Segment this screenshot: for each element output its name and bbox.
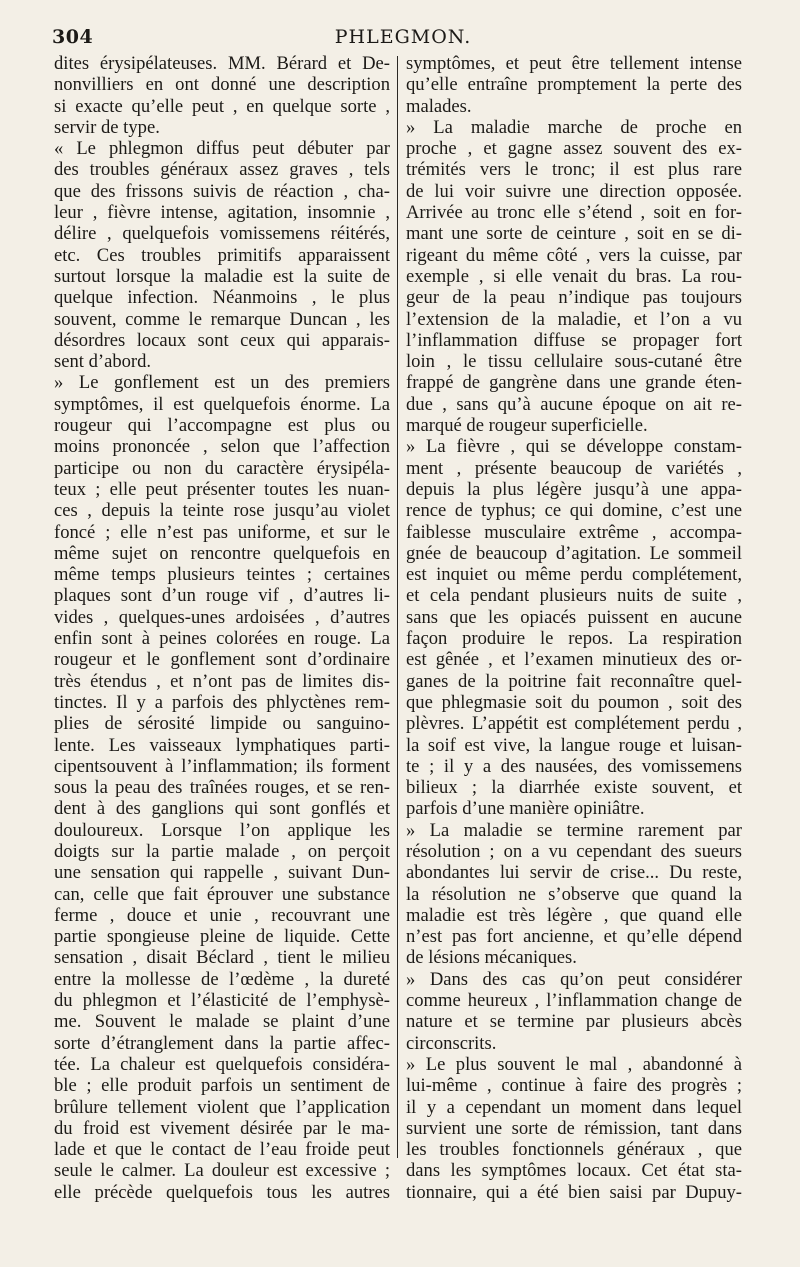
text-line: rougeur et le gonflement sont d’ordinaire [54, 649, 390, 671]
text-line: lente. Les vaisseaux lymphatiques parti- [54, 734, 390, 756]
text-line: que phlegmasie soit du poumon , soit des [406, 691, 742, 713]
text-line: rence de typhus; ce qui domine, c’est une [406, 500, 742, 522]
text-line: moins prononcée , selon que l’affection [54, 436, 390, 458]
text-line: nature et se termine par plusieurs abcès [406, 1011, 742, 1033]
text-line: foncé ; elle n’est pas uniforme, et sur le [54, 521, 390, 543]
text-line: il y a cependant un moment dans lequel [406, 1096, 742, 1118]
text-line: » Le gonflement est un des premiers [54, 372, 390, 394]
text-line: doigts sur la partie malade , on perçoit [54, 840, 390, 862]
text-line: can, celle que fait éprouver une substance [54, 883, 390, 905]
left-text-column [54, 53, 390, 1203]
text-line: Arrivée au tronc elle s’étend , soit en for- [406, 202, 742, 224]
text-line: de lésions mécaniques. [406, 947, 577, 969]
text-line: participe ou non du caractère érysipéla- [54, 457, 390, 479]
text-line: tionnaire, qui a été bien saisi par Dupuy- [406, 1181, 742, 1203]
text-line: proche , et gagne assez souvent des ex- [406, 138, 742, 160]
right-text-column [406, 53, 742, 1203]
text-line: etc. Ces troubles primitifs apparaissent [54, 244, 390, 266]
text-line: gnée de beaucoup d’agitation. Le sommeil [406, 542, 742, 564]
text-line: du phlegmon et l’élasticité de l’emphysè- [54, 990, 390, 1012]
text-line: leur , fièvre intense, agitation, insomnie , [54, 202, 390, 224]
text-line: » La maladie se termine rarement par [406, 819, 742, 841]
text-line: les troubles fonctionnels généraux , que [406, 1139, 742, 1161]
text-line: rougeur qui l’accompagne est plus ou [54, 415, 390, 437]
text-line: souvent, comme le remarque Duncan , les [54, 308, 390, 330]
text-line: geur de la peau n’indique pas toujours [406, 287, 742, 309]
text-line: seule le calmer. La douleur est excessive ; [54, 1160, 390, 1182]
text-line: l’inflammation diffuse se propager fort [406, 329, 742, 351]
text-line: ces , depuis la teinte rose jusqu’au violet [54, 500, 390, 522]
text-line: depuis la plus légère jusqu’à une appa- [406, 478, 742, 500]
text-line: quelque infection. Néanmoins , le plus [54, 287, 390, 309]
text-line: est inquiet ou même perdu complétement, [406, 564, 742, 586]
text-line: symptômes, il est quelquefois énorme. La [54, 393, 390, 415]
text-line: bilieux ; la diarrhée existe souvent, et [406, 777, 742, 799]
text-line: surtout lorsque la maladie est la suite de [54, 265, 390, 287]
text-line: une sensation qui rappelle , suivant Dun- [54, 862, 390, 884]
text-line: « Le phlegmon diffus peut débuter par [54, 138, 390, 160]
text-line: sent d’abord. [54, 351, 152, 373]
text-line: ble ; elle produit parfois un sentiment de [54, 1075, 390, 1097]
text-line: sans que les opiacés puissent en aucune [406, 606, 742, 628]
text-line: n’est pas fort ancienne, et qu’elle dépend [406, 926, 742, 948]
text-line: malades. [406, 95, 472, 117]
text-line: faiblesse musculaire extrême , accompa- [406, 521, 742, 543]
text-line: très étendus , et n’ont pas de limites dis- [54, 670, 390, 692]
text-line: » Le plus souvent le mal , abandonné à [406, 1053, 742, 1075]
running-title: PHLEGMON. [334, 26, 472, 48]
text-line: la résolution ne s’observe que quand la [406, 883, 742, 905]
text-line: dites érysipélateuses. MM. Bérard et De- [54, 53, 390, 74]
text-line: la soif est vive, la langue rouge et luisan- [406, 734, 742, 756]
text-line: nonvilliers en ont donné une description [54, 74, 390, 96]
text-line: ment , présente beaucoup de variétés , [406, 457, 742, 479]
text-line: des troubles généraux assez graves , tels [54, 159, 390, 181]
text-line: de lui voir suivre une direction opposée. [406, 180, 742, 202]
text-line: sous la peau des traînées rouges, et se ren- [54, 777, 390, 799]
text-line: circonscrits. [406, 1032, 497, 1054]
text-line: elle précède quelquefois tous les autres [54, 1181, 390, 1203]
text-line: loin , le tissu cellulaire sous-cutané être [406, 351, 742, 373]
text-line: plaques sont d’un rouge vif , d’autres li- [54, 585, 390, 607]
text-line: est gênée , et l’examen minutieux des or- [406, 649, 742, 671]
text-line: » La maladie marche de proche en [406, 116, 742, 138]
text-line: mant une sorte de ceinture , soit en se di- [406, 223, 742, 245]
text-line: sensation , disait Béclard , tient le milieu [54, 947, 390, 969]
text-line: ganes de la poitrine fait reconnaître quel- [406, 670, 742, 692]
text-line: façon produire le repos. La respiration [406, 628, 742, 650]
text-line: qu’elle entraîne promptement la perte des [406, 74, 742, 96]
text-line: comme heureux , l’inflammation change de [406, 990, 742, 1012]
text-line: exemple , si elle venait du bras. La rou- [406, 265, 742, 287]
text-line: partie spongieuse pleine de liquide. Cette [54, 926, 390, 948]
column-divider [397, 56, 398, 1158]
text-line: si exacte qu’elle peut , en quelque sorte , [54, 95, 390, 117]
text-line: tée. La chaleur est quelquefois considéra- [54, 1053, 390, 1075]
text-line: servir de type. [54, 116, 160, 138]
text-line: sorte d’étranglement dans la partie affec- [54, 1032, 390, 1054]
text-line: du froid est vivement désirée par le ma- [54, 1117, 390, 1139]
text-line: douloureux. Lorsque l’on applique les [54, 819, 390, 841]
text-line: maladie est très légère , que quand elle [406, 904, 742, 926]
text-line: cipentsouvent à l’inflammation; ils forment [54, 755, 390, 777]
text-line: due , sans qu’à aucune époque on ait re- [406, 393, 742, 415]
text-line: dans les symptômes locaux. Cet état sta- [406, 1160, 742, 1182]
text-line: tinctes. Il y a parfois des phlyctènes rem- [54, 691, 390, 713]
text-line: et cela pendant plusieurs nuits de suite , [406, 585, 742, 607]
text-line: abondantes lui servir de crise... Du reste, [406, 862, 742, 884]
text-line: dent à des ganglions qui sont gonflés et [54, 798, 390, 820]
text-line: même temps plusieurs teintes ; certaines [54, 564, 390, 586]
text-line: lui-même , continue à faire des progrès ; [406, 1075, 742, 1097]
text-line: l’extension de la maladie, et l’on a vu [406, 308, 742, 330]
text-line: vides , quelques-unes ardoisées , d’autres [54, 606, 390, 628]
text-line: résolution ; on a vu cependant des sueurs [406, 840, 742, 862]
text-line: désordres locaux sont ceux qui apparais- [54, 329, 390, 351]
text-line: brûlure tellement violent que l’application [54, 1096, 390, 1118]
text-line: symptômes, et peut être tellement intense [406, 53, 742, 74]
text-line: rigeant du même côté , vers la cuisse, par [406, 244, 742, 266]
text-line: enfin sont à peines colorées en rouge. La [54, 628, 390, 650]
text-line: survient une sorte de rémission, tant dans [406, 1117, 742, 1139]
text-line: même sujet on rencontre quelquefois en [54, 542, 390, 564]
text-line: te ; il y a des nausées, des vomissemens [406, 755, 742, 777]
text-line: lade et que le contact de l’eau froide peut [54, 1139, 390, 1161]
text-line: que des frissons suivis de réaction , cha- [54, 180, 390, 202]
text-line: marqué de rougeur superficielle. [406, 415, 648, 437]
text-line: entre la mollesse de l’œdème , la dureté [54, 968, 390, 990]
text-line: délire , quelquefois vomissemens réitérés, [54, 223, 390, 245]
text-line: plèvres. L’appétit est complétement perdu , [406, 713, 742, 735]
text-line: frappé de gangrène dans une grande éten- [406, 372, 742, 394]
text-line: trémités vers le tronc; il est plus rare [406, 159, 742, 181]
text-line: ferme , douce et unie , recouvrant une [54, 904, 390, 926]
text-line: teux ; elle peut présenter toutes les nuan- [54, 478, 390, 500]
text-line: parfois d’une manière opiniâtre. [406, 798, 645, 820]
page-header [52, 22, 754, 52]
text-line: » La fièvre , qui se développe constam- [406, 436, 742, 458]
text-line: » Dans des cas qu’on peut considérer [406, 968, 742, 990]
text-line: plies de sérosité limpide ou sanguino- [54, 713, 390, 735]
page-number: 304 [52, 26, 94, 48]
text-line: me. Souvent le malade se plaint d’une [54, 1011, 390, 1033]
